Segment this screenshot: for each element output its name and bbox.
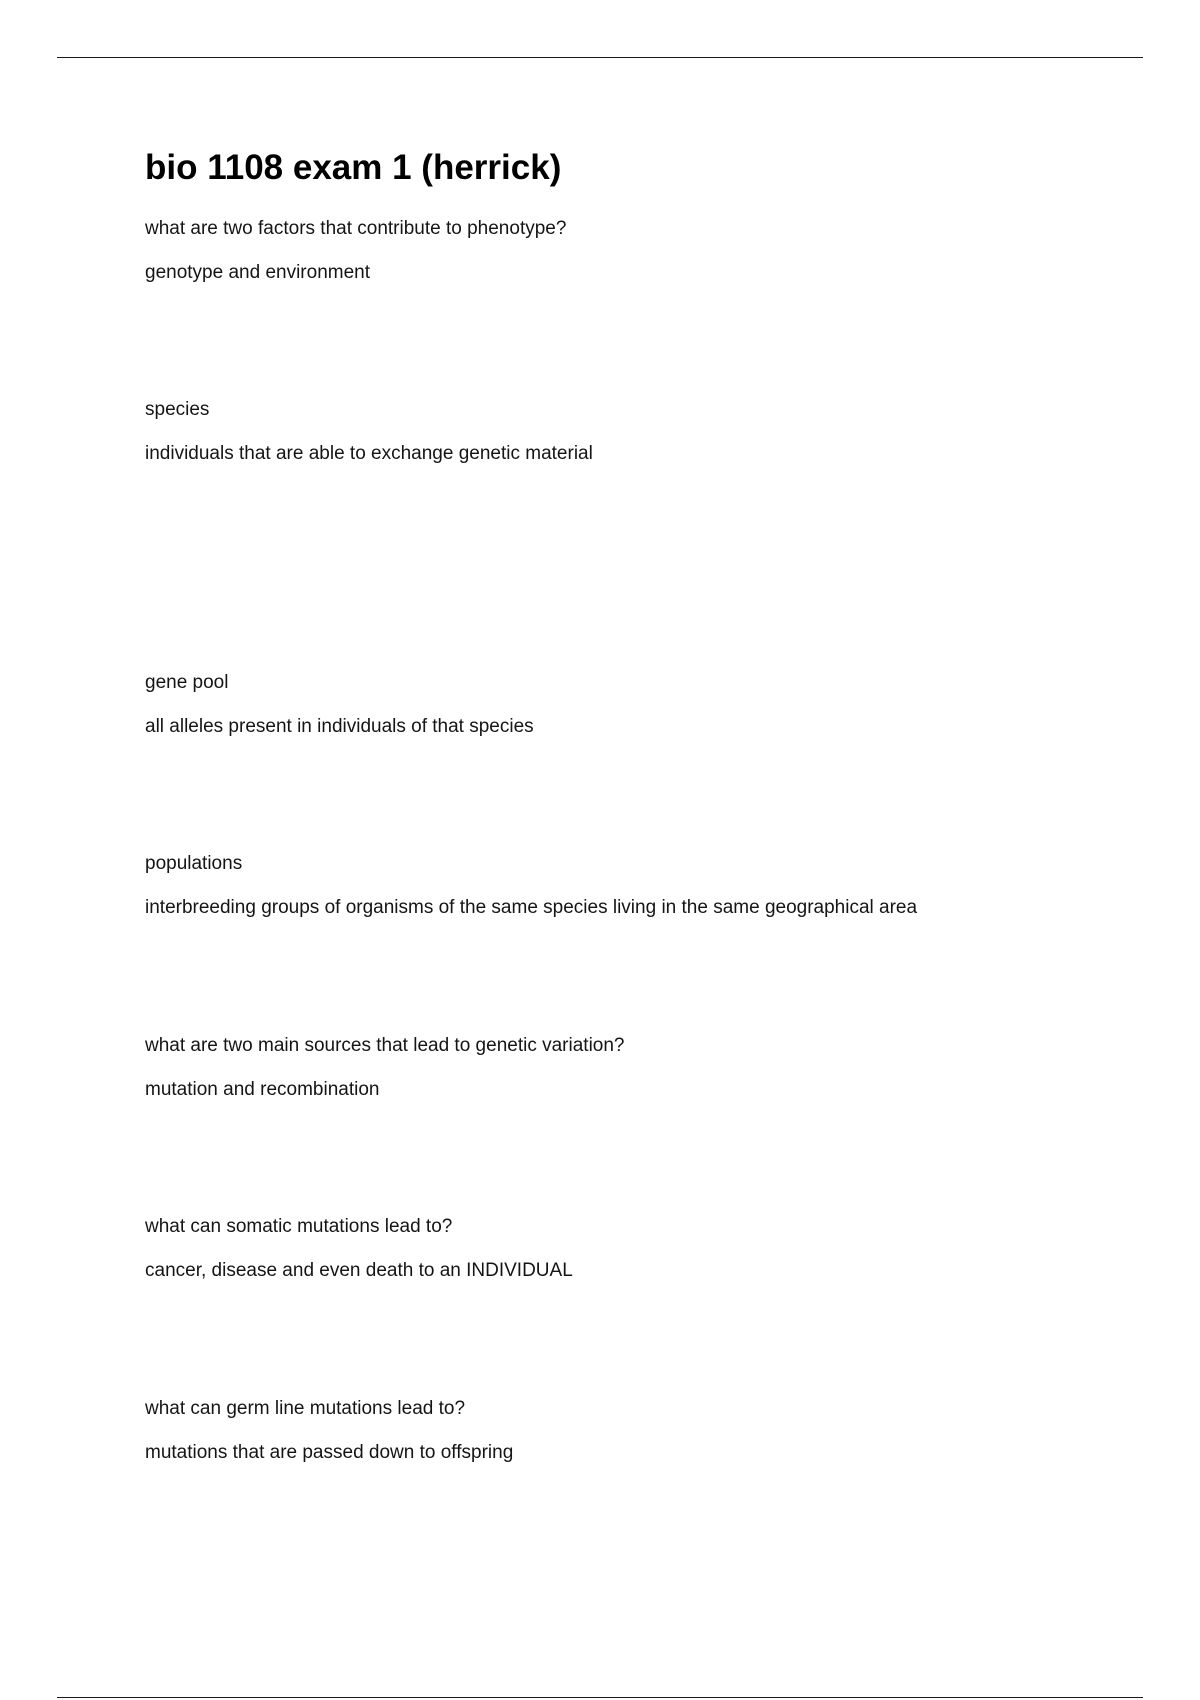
card-term: what are two factors that contribute to phenotype? [145, 218, 567, 239]
card-definition: cancer, disease and even death to an INDIVIDUAL [145, 1260, 573, 1281]
top-rule [57, 57, 1143, 58]
bottom-rule [57, 1697, 1143, 1698]
card-term: species [145, 399, 210, 420]
flashcard [145, 1215, 1145, 1283]
card-definition: individuals that are able to exchange genetic material [145, 443, 593, 464]
document-title: bio 1108 exam 1 (herrick) [145, 148, 562, 187]
flashcard [145, 217, 1145, 285]
card-term: what can somatic mutations lead to? [145, 1216, 453, 1237]
flashcard [145, 852, 1145, 920]
flashcard [145, 1397, 1145, 1465]
card-term: what can germ line mutations lead to? [145, 1398, 466, 1419]
flashcard [145, 398, 1145, 466]
card-term: gene pool [145, 672, 229, 693]
card-term: what are two main sources that lead to genetic variation? [145, 1035, 625, 1056]
card-definition: mutation and recombination [145, 1079, 380, 1100]
flashcard [145, 671, 1145, 739]
card-term: populations [145, 853, 243, 874]
card-definition: interbreeding groups of organisms of the same species living in the same geographical area [145, 897, 918, 918]
card-definition: all alleles present in individuals of that species [145, 716, 534, 737]
flashcard [145, 1034, 1145, 1102]
card-definition: mutations that are passed down to offspring [145, 1442, 514, 1463]
card-definition: genotype and environment [145, 262, 370, 283]
